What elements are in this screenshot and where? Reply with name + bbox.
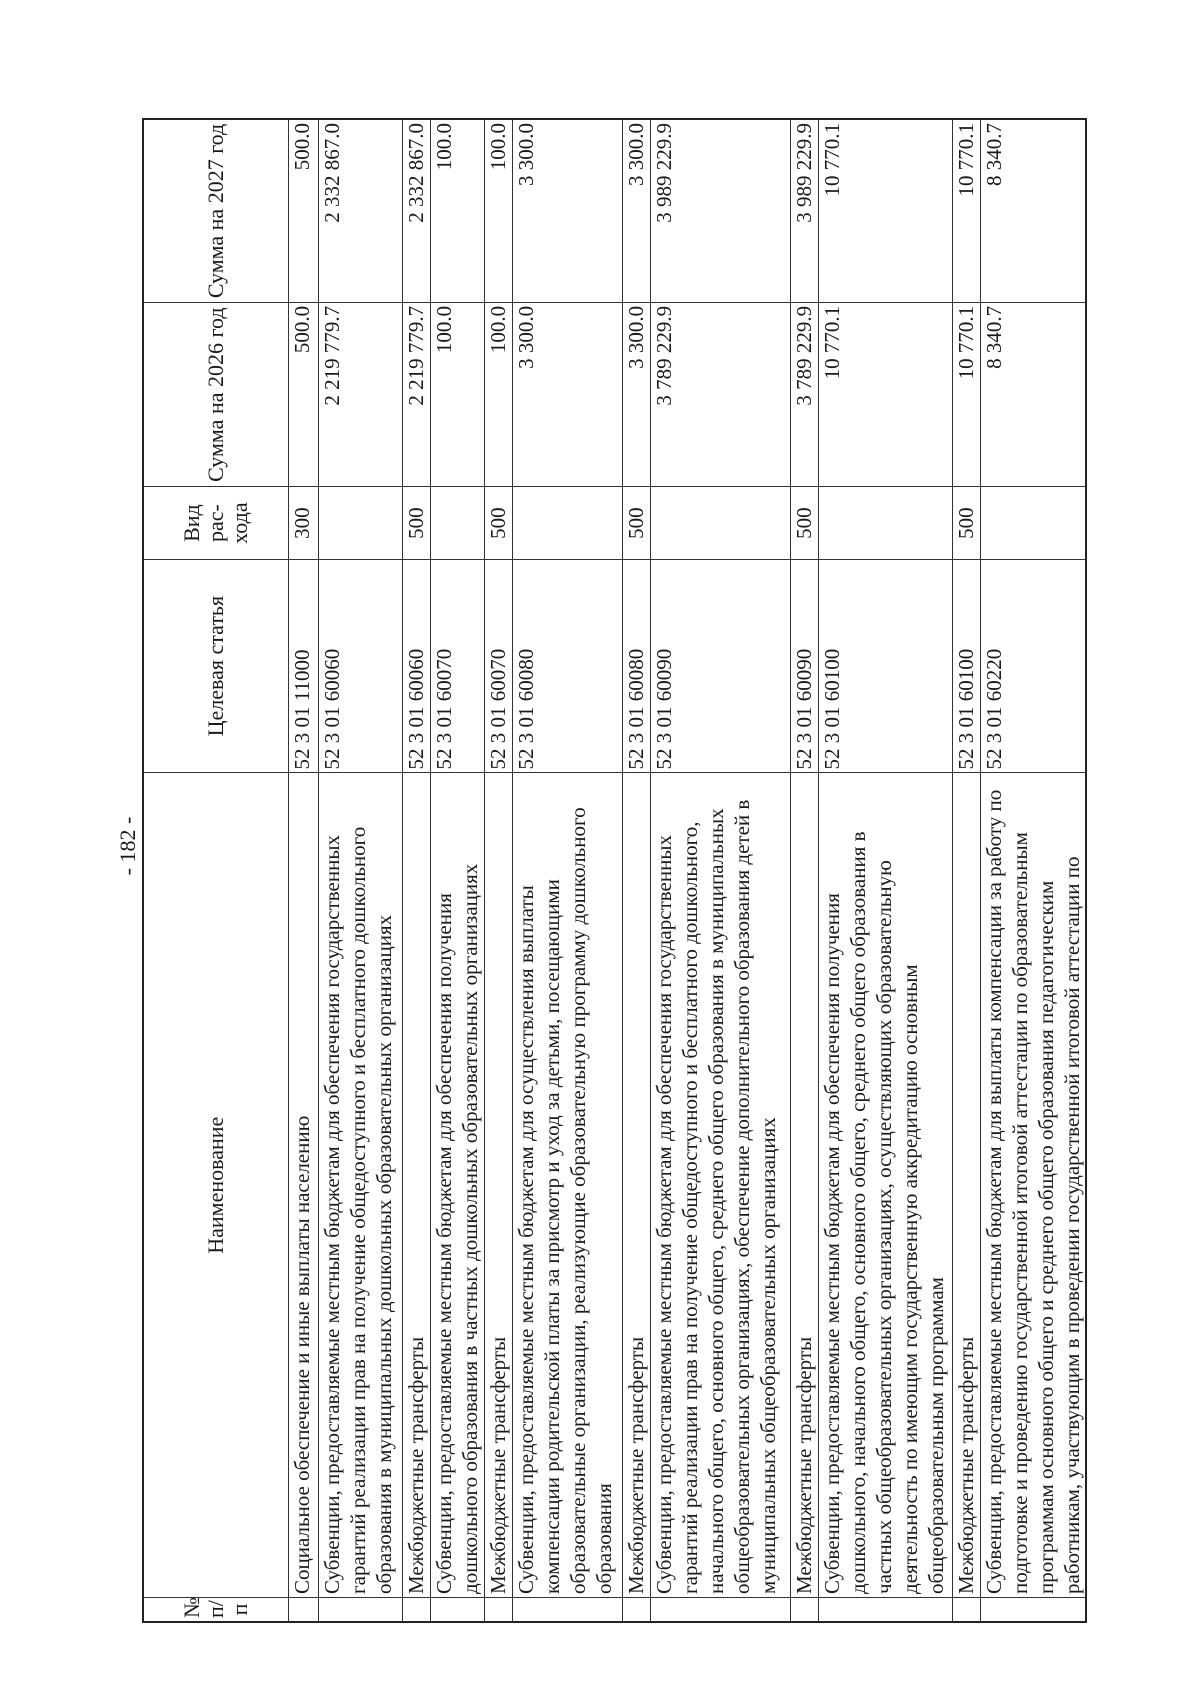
header-sum-2026: Сумма на 2026 год (143, 302, 288, 487)
cell-expense-type: 500 (484, 487, 512, 559)
cell-num (318, 1597, 402, 1622)
cell-name: Субвенции, предоставляемые местным бюджетам для обеспечения государственных гарантий реализации прав на получение общедоступного и бесплатного дошкольного, начального общего, основного общего, среднего общего образования в муниципальных общеобразовательных организациях, обеспечение дополнительного образования детей в муниципальных общеобразовательных организациях (650, 773, 790, 1597)
cell-article: 52 3 01 60070 (430, 559, 484, 773)
cell-expense-type (318, 487, 402, 559)
cell-sum-2026: 2 219 779.7 (402, 302, 430, 487)
cell-sum-2027: 3 300.0 (622, 119, 650, 302)
cell-sum-2026: 3 789 229.9 (650, 302, 790, 487)
cell-article: 52 3 01 60060 (402, 559, 430, 773)
cell-name: Социальное обеспечение и иные выплаты населению (288, 773, 318, 1597)
cell-sum-2027: 500.0 (288, 119, 318, 302)
cell-article: 52 3 01 60070 (484, 559, 512, 773)
cell-expense-type (650, 487, 790, 559)
cell-name: Межбюджетные трансферты (402, 773, 430, 1597)
table-row (622, 119, 650, 1622)
cell-sum-2026: 3 300.0 (622, 302, 650, 487)
cell-name: Субвенции, предоставляемые местным бюджетам для выплаты компенсации за работу по подготовке и проведению государственной итоговой аттестации по образовательным программам основного общего и среднего общего образования педагогическим работникам, участвующим в проведении государственной итоговой аттестации по (980, 773, 1086, 1597)
cell-article: 52 3 01 11000 (288, 559, 318, 773)
header-sum-2027: Сумма на 2027 год (143, 119, 288, 302)
cell-sum-2027: 3 300.0 (512, 119, 622, 302)
header-num: № п/п (143, 1597, 288, 1622)
cell-sum-2027: 3 989 229.9 (790, 119, 818, 302)
header-expense-type: Вид рас-хода (143, 487, 288, 559)
cell-sum-2026: 100.0 (430, 302, 484, 487)
cell-expense-type: 500 (952, 487, 980, 559)
table-row (318, 119, 402, 1622)
cell-expense-type: 500 (402, 487, 430, 559)
cell-num (512, 1597, 622, 1622)
table-row (402, 119, 430, 1622)
cell-name: Межбюджетные трансферты (952, 773, 980, 1597)
cell-num (980, 1597, 1086, 1622)
cell-num (402, 1597, 430, 1622)
cell-sum-2027: 3 989 229.9 (650, 119, 790, 302)
table-row (288, 119, 318, 1622)
table-row (484, 119, 512, 1622)
budget-table (142, 118, 1087, 1623)
cell-num (430, 1597, 484, 1622)
cell-num (790, 1597, 818, 1622)
header-article: Целевая статья (143, 559, 288, 773)
cell-num (484, 1597, 512, 1622)
cell-expense-type: 500 (790, 487, 818, 559)
cell-name: Субвенции, предоставляемые местным бюджетам для осуществления выплаты компенсации родительской платы за присмотр и уход за детьми, посещающими образовательные организации, реализующие образовательную программу дошкольного образования (512, 773, 622, 1597)
cell-article: 52 3 01 60080 (622, 559, 650, 773)
cell-expense-type (430, 487, 484, 559)
cell-sum-2027: 100.0 (484, 119, 512, 302)
cell-article: 52 3 01 60060 (318, 559, 402, 773)
cell-expense-type (980, 487, 1086, 559)
cell-sum-2026: 10 770.1 (952, 302, 980, 487)
cell-sum-2026: 100.0 (484, 302, 512, 487)
cell-expense-type: 500 (622, 487, 650, 559)
table-row (790, 119, 818, 1622)
cell-article: 52 3 01 60100 (818, 559, 952, 773)
cell-sum-2027: 2 332 867.0 (402, 119, 430, 302)
cell-name: Межбюджетные трансферты (484, 773, 512, 1597)
header-name: Наименование (143, 773, 288, 1597)
cell-name: Субвенции, предоставляемые местным бюджетам для обеспечения получения дошкольного образования в частных дошкольных образовательных организациях (430, 773, 484, 1597)
cell-sum-2026: 10 770.1 (818, 302, 952, 487)
cell-sum-2026: 3 789 229.9 (790, 302, 818, 487)
table-row (818, 119, 952, 1622)
cell-num (818, 1597, 952, 1622)
rotated-page-content (142, 118, 1084, 1623)
cell-name: Субвенции, предоставляемые местным бюджетам для обеспечения получения дошкольного, начального общего, основного общего, среднего общего образования в частных общеобразовательных организациях, осуществляющих образовательную деятельность по имеющим государственную аккредитацию основным общеобразовательным программам (818, 773, 952, 1597)
cell-sum-2027: 10 770.1 (952, 119, 980, 302)
cell-article: 52 3 01 60080 (512, 559, 622, 773)
cell-sum-2026: 8 340.7 (980, 302, 1086, 487)
cell-num (622, 1597, 650, 1622)
cell-article: 52 3 01 60090 (650, 559, 790, 773)
cell-sum-2027: 2 332 867.0 (318, 119, 402, 302)
table-row (650, 119, 790, 1622)
cell-sum-2027: 8 340.7 (980, 119, 1086, 302)
page-number: - 182 - (115, 816, 140, 876)
cell-sum-2027: 10 770.1 (818, 119, 952, 302)
cell-sum-2026: 500.0 (288, 302, 318, 487)
cell-name: Межбюджетные трансферты (790, 773, 818, 1597)
cell-sum-2027: 100.0 (430, 119, 484, 302)
cell-num (288, 1597, 318, 1622)
table-row (430, 119, 484, 1622)
cell-name: Межбюджетные трансферты (622, 773, 650, 1597)
table-row (952, 119, 980, 1622)
cell-sum-2026: 3 300.0 (512, 302, 622, 487)
cell-expense-type: 300 (288, 487, 318, 559)
cell-sum-2026: 2 219 779.7 (318, 302, 402, 487)
cell-name: Субвенции, предоставляемые местным бюджетам для обеспечения государственных гарантий реализации прав на получение общедоступного и бесплатного дошкольного образования в муниципальных дошкольных образовательных организациях (318, 773, 402, 1597)
table-row (512, 119, 622, 1622)
table-header-row (143, 119, 288, 1622)
cell-article: 52 3 01 60090 (790, 559, 818, 773)
cell-expense-type (512, 487, 622, 559)
cell-article: 52 3 01 60100 (952, 559, 980, 773)
cell-expense-type (818, 487, 952, 559)
cell-num (952, 1597, 980, 1622)
table-row (980, 119, 1086, 1622)
cell-article: 52 3 01 60220 (980, 559, 1086, 773)
cell-num (650, 1597, 790, 1622)
